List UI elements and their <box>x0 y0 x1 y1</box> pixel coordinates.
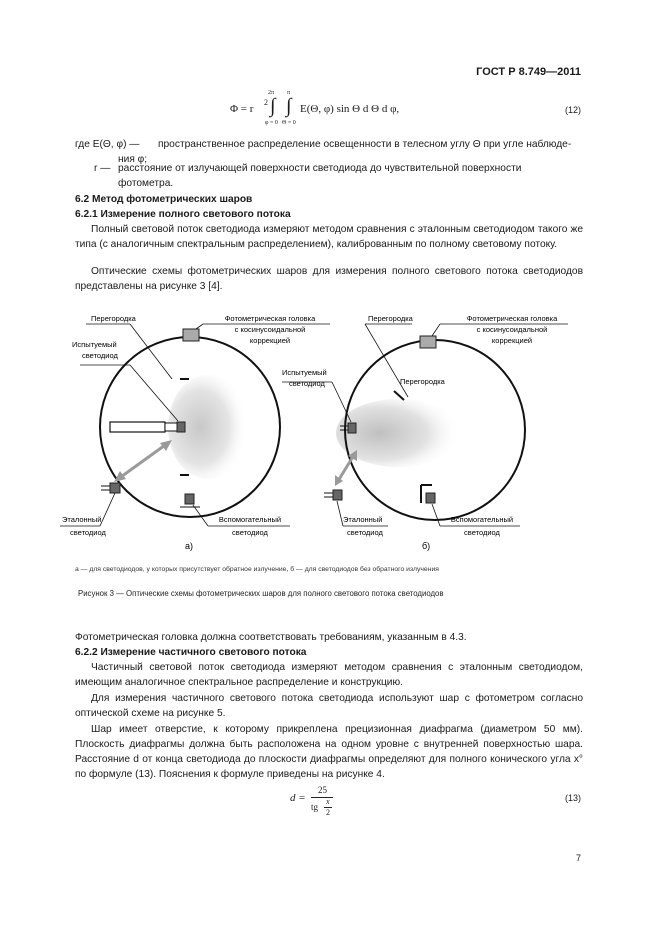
label-ref-a-line1: Эталонный <box>62 515 102 524</box>
paragraph-diaphragm: Шар имеет отверстие, к которому прикреплена прецизионная диафрагма (диаметром 50 мм). Плоскость диафрагмы должна быть расположена на одном уровне с внутренней поверхностью шара. Расстояние d от конца светодиода до плоскости диафрагмы определяют для полного конического угла x° по формуле (13). Пояснения к формуле приведены на рисунке 4. <box>75 724 583 780</box>
formula-13-numerator: 25 <box>318 785 327 795</box>
integral-sign-1: ∫ <box>270 95 276 117</box>
label-test-b-line2: светодиод <box>289 379 325 388</box>
formula-13-den-den: 2 <box>326 808 330 817</box>
paragraph-sphere-photometer: Для измерения частичного светового потока светодиода используют шар с фотометром согласно оптической схеме на рисунке 5. <box>75 693 583 719</box>
paragraph-full-flux: Полный световой поток светодиода измеряют методом сравнения с эталонным светодиодом такого же типа (с аналогичным спектральным распределением), калиброванным по полному световому потоку. <box>75 224 583 250</box>
where-def-1-line-1: пространственное распределение освещенности в телесном углу Θ при угле наблюде- <box>158 139 572 150</box>
label-aux-b-line1: Вспомогательный <box>450 515 514 524</box>
label-head-b-line1: Фотометрическая головка <box>466 314 558 323</box>
ref-beam-a <box>118 443 168 479</box>
figure-b <box>282 314 568 551</box>
label-ref-b-line2: светодиод <box>347 528 383 537</box>
leader-test-a-2 <box>130 365 178 421</box>
label-head-b-line3: коррекцией <box>491 336 533 345</box>
aux-led-a <box>185 494 194 504</box>
paragraph-partial-flux: Частичный световой поток светодиода измеряют методом сравнения с эталонным светодиодом, имеющим аналогичное спектральное распределение и конструкцию. <box>75 662 583 688</box>
leader-aux-b-2 <box>432 504 440 526</box>
page-number: 7 <box>575 853 581 863</box>
formula-12-integrand: E(Θ, φ) sin Θ d Θ d φ, <box>300 103 400 115</box>
formula-12-upper2: π <box>287 90 291 96</box>
formula-13-den-num: x <box>326 797 330 806</box>
test-led-b <box>348 423 356 433</box>
label-aux-b-line2: светодиод <box>464 528 500 537</box>
label-ref-b-line1: Эталонный <box>343 515 383 524</box>
formula-12-sup: 2 <box>264 98 268 107</box>
where-def-1-line-2: ния φ; <box>118 154 148 165</box>
figure-3-caption: Рисунок 3 — Оптические схемы фотометрических шаров для полного светового потока светодиодов <box>78 589 444 598</box>
figure-b-letter: б) <box>422 541 431 551</box>
formula-13-number: (13) <box>564 793 581 803</box>
formula-12-lower1: φ = 0 <box>265 120 278 126</box>
label-aux-a-line1: Вспомогательный <box>218 515 282 524</box>
photometric-head-a <box>183 329 199 341</box>
section-6-2-2-heading: 6.2.2 Измерение частичного светового потока <box>75 647 307 658</box>
label-partition-a: Перегородка <box>91 314 136 323</box>
aux-led-b <box>426 493 435 503</box>
leader-head-b-2 <box>432 324 440 336</box>
paragraph-photometric-head: Фотометрическая головка должна соответствовать требованиям, указанным в 4.3. <box>75 632 467 643</box>
formula-12-lhs: Φ = r <box>230 103 254 115</box>
ref-beam-arrow-top-a <box>160 440 172 451</box>
formula-12-number: (12) <box>564 105 581 115</box>
label-partition-b-top: Перегородка <box>368 314 413 323</box>
label-ref-a-line2: светодиод <box>70 528 106 537</box>
paragraph-optical-schemes: Оптические схемы фотометрических шаров для измерения полного светового потока светодиодов представлены на рисунке 3 [4]. <box>75 266 583 292</box>
label-test-a-line2: светодиод <box>82 351 118 360</box>
label-partition-b-inner: Перегородка <box>400 377 445 386</box>
where-def-2-line-2: фотометра. <box>118 178 174 189</box>
ref-beam-b <box>338 455 354 481</box>
document-id: ГОСТ Р 8.749—2011 <box>476 66 581 78</box>
leader-head-a-2 <box>196 324 203 329</box>
where-def-2-line-1: расстояние от излучающей поверхности светодиода до чувствительной поверхности <box>118 163 522 174</box>
label-head-a-line2: с косинусоидальной <box>234 325 306 334</box>
formula-12-lower2: Θ = 0 <box>282 120 296 126</box>
label-head-a-line3: коррекцией <box>249 336 291 345</box>
label-aux-a-line2: светодиод <box>232 528 268 537</box>
leader-partition-b-2 <box>365 324 408 397</box>
figure-a <box>60 314 330 551</box>
formula-13-lhs: d = <box>290 792 306 804</box>
label-test-a-line1: Испытуемый <box>72 340 117 349</box>
test-led-holder-a <box>165 423 177 431</box>
ref-led-a <box>110 483 120 493</box>
ref-led-b <box>333 490 342 500</box>
integral-sign-2: ∫ <box>286 95 292 117</box>
label-test-b-line1: Испытуемый <box>282 368 327 377</box>
figure-3-note: а — для светодиодов, у которых присутствует обратное излучение, б — для светодиодов без обратного излучения <box>75 566 439 573</box>
formula-12-upper1: 2π <box>268 90 275 96</box>
photometric-head-b <box>420 336 436 348</box>
formula-13-tg: tg <box>311 802 319 812</box>
test-led-a <box>177 422 185 432</box>
label-head-b-line2: с косинусоидальной <box>476 325 548 334</box>
label-head-a-line1: Фотометрическая головка <box>224 314 316 323</box>
figure-3-diagram <box>60 305 605 560</box>
test-led-rod-a <box>110 422 165 432</box>
partition-inner-b <box>394 391 404 400</box>
leader-test-b-2 <box>332 382 351 422</box>
figure-a-letter: а) <box>185 541 194 551</box>
section-6-2-heading: 6.2 Метод фотометрических шаров <box>75 194 253 205</box>
where-term-1: где E(Θ, φ) — <box>75 139 140 150</box>
where-term-2: r — <box>94 163 111 174</box>
leader-ref-a-2 <box>100 493 115 526</box>
formula-13 <box>290 785 380 825</box>
formula-12 <box>230 90 430 130</box>
section-6-2-1-heading: 6.2.1 Измерение полного светового потока <box>75 209 291 220</box>
leader-partition-a-2 <box>130 324 172 379</box>
